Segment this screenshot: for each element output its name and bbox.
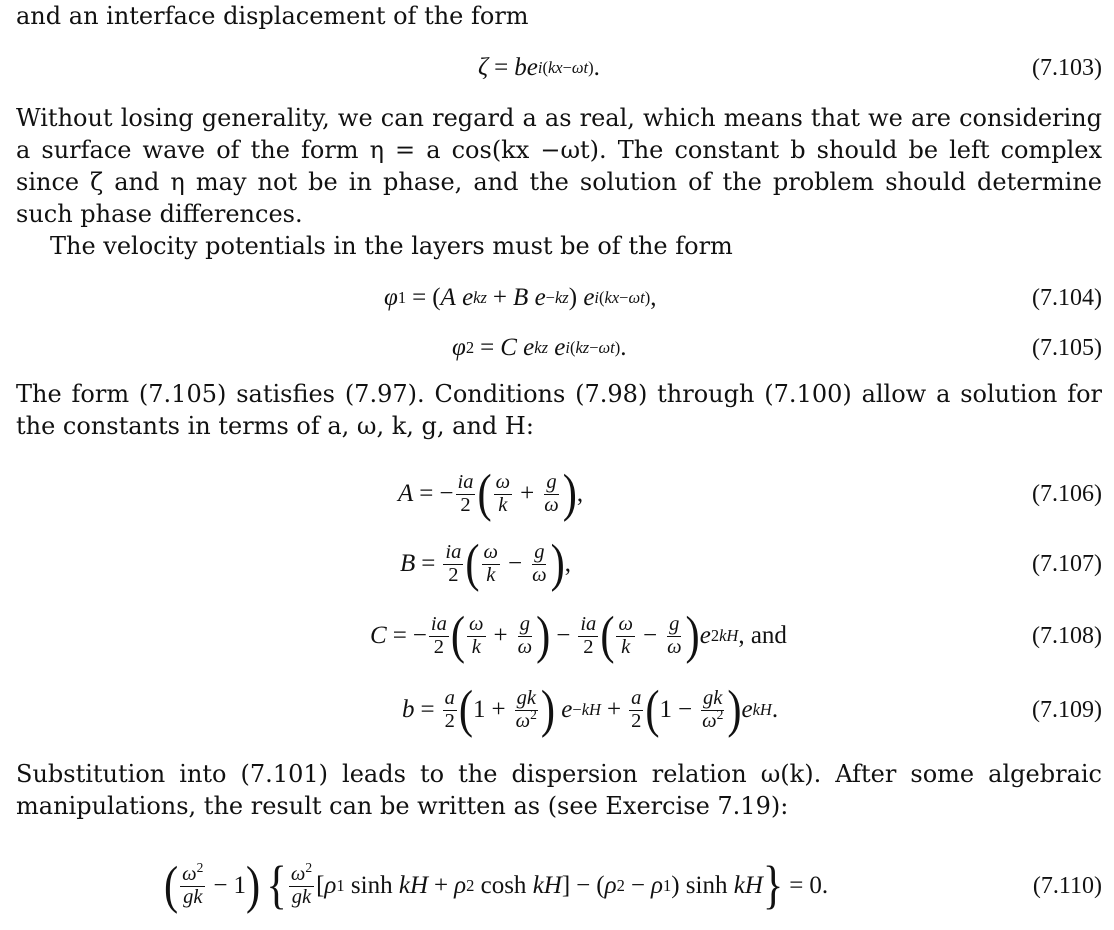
equation-body: φ 1 = ( A e kz + B e −kz ) e i(kx−ωt) ,: [384, 284, 657, 311]
equation-number: (7.103): [1032, 54, 1102, 81]
equation-7-108: [0, 608, 1114, 664]
equation-body: C = − $\frac{ia}{2}$ ( $\frac{\omega}{k}$ + $\frac{g}{\omega}$ ) − $\frac{ia}{2}$ ( $\frac{\omega}{k}$ − $\frac{g}{\omega}$ ) e 2kH , and: [370, 606, 787, 665]
paragraph-generality: Without losing generality, we can regard a as real, which means that we are considering a surface wave of the form η = a cos(kx −ωt). The constant b should be left complex since ζ and η may not be in phase, and the solution of the problem should determine such phase differences.: [16, 104, 1102, 228]
equation-body: ζ = b e i(kx−ωt) .: [478, 54, 600, 81]
equation-number: (7.107): [1032, 550, 1102, 577]
and-word: and: [750, 622, 787, 649]
equation-number: (7.104): [1032, 284, 1102, 311]
equation-body: b = $\frac{a}{2}$ ( 1 + $\frac{gk}{\omega^2}$ ) e −kH + $\frac{a}{2}$ ( 1 − $\frac{gk}{\omega^2}$ ) e kH .: [402, 680, 779, 739]
paragraph-velocity-potentials: The velocity potentials in the layers must be of the form: [50, 232, 733, 260]
equation-7-109: [0, 682, 1114, 738]
equation-number: (7.106): [1032, 480, 1102, 507]
equation-7-105: [0, 320, 1114, 376]
equation-7-110: [0, 858, 1114, 914]
equation-body: A = − $\frac{ia}{2}$ ( $\frac{\omega}{k}$ + $\frac{g}{\omega}$ ) ,: [398, 464, 584, 523]
equation-7-104: [0, 270, 1114, 326]
equation-body: ( $\frac{\omega^2}{gk}$ − 1 ) { $\frac{\omega^2}{gk}$ [ ρ 1 sinh kH + ρ 2 cosh kH ] − ( ρ 2 − ρ 1 ) sinh kH } = 0.: [164, 856, 829, 915]
equation-7-107: [0, 536, 1114, 592]
paragraph-intro: and an interface displacement of the form: [16, 2, 529, 30]
equation-body: φ 2 = C e kz e i(kz−ωt) .: [452, 334, 627, 361]
equation-number: (7.109): [1032, 696, 1102, 723]
equation-number: (7.105): [1032, 334, 1102, 361]
paragraph-conditions: The form (7.105) satisfies (7.97). Conditions (7.98) through (7.100) allow a solution for the constants in terms of a, ω, k, g, and H:: [16, 380, 1102, 440]
equation-number: (7.110): [1032, 872, 1102, 899]
equation-number: (7.108): [1032, 622, 1102, 649]
equation-7-103: [0, 40, 1114, 96]
paragraph-substitution: Substitution into (7.101) leads to the dispersion relation ω(k). After some algebraic manipulations, the result can be written as (see Exercise 7.19):: [16, 760, 1102, 820]
equation-body: B = $\frac{ia}{2}$ ( $\frac{\omega}{k}$ − $\frac{g}{\omega}$ ) ,: [400, 534, 571, 593]
equation-7-106: [0, 466, 1114, 522]
